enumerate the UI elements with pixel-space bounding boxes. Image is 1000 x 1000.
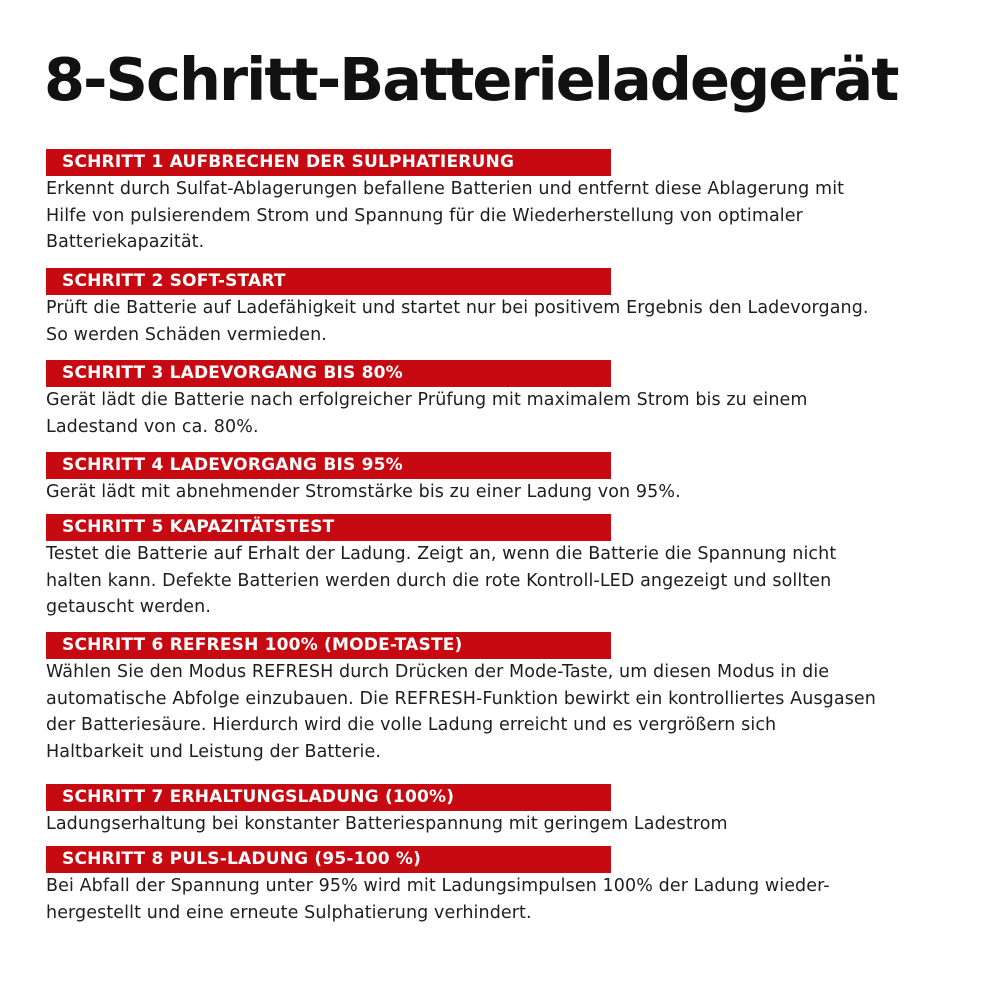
step-6 <box>0 632 1000 765</box>
description-line: Bei Abfall der Spannung unter 95% wird mit Ladungsimpulsen 100% der Ladung wieder- <box>46 876 830 896</box>
description-line: Testet die Batterie auf Erhalt der Ladung. Zeigt an, wenn die Batterie die Spannung nicht <box>46 544 837 564</box>
description-line: Ladestand von ca. 80%. <box>46 416 259 437</box>
step-description <box>46 659 981 765</box>
step-description <box>46 873 981 926</box>
description-line: Prüft die Batterie auf Ladefähigkeit und startet nur bei positivem Ergebnis den Ladevorgang. <box>46 298 869 318</box>
step-description <box>46 295 981 348</box>
description-line: Ladungserhaltung bei konstanter Batteriespannung mit geringem Ladestrom <box>46 814 728 834</box>
step-heading-bar <box>46 784 611 811</box>
description-line: Wählen Sie den Modus REFRESH durch Drücken der Mode-Taste, um diesen Modus in die <box>46 662 830 682</box>
step-7 <box>0 784 1000 838</box>
step-heading: SCHRITT 8 PULS-LADUNG (95-100 %) <box>62 849 422 869</box>
step-heading-bar <box>46 632 611 659</box>
step-3 <box>0 360 1000 440</box>
step-1 <box>0 149 1000 256</box>
description-line: Haltbarkeit und Leistung der Batterie. <box>46 741 381 762</box>
description-line: Batteriekapazität. <box>46 232 205 252</box>
description-line: So werden Schäden vermieden. <box>46 324 327 345</box>
description-line: der Batteriesäure. Hierdurch wird die volle Ladung erreicht und es vergrößern sich <box>46 715 777 735</box>
step-description <box>46 541 981 621</box>
description-line: automatische Abfolge einzubauen. Die REFRESH-Funktion bewirkt ein kontrolliertes Ausgasen <box>46 688 876 709</box>
description-line: halten kann. Defekte Batterien werden durch die rote Kontroll-LED angezeigt und sollten <box>46 570 832 591</box>
description-line: Gerät lädt die Batterie nach erfolgreicher Prüfung mit maximalem Strom bis zu einem <box>46 390 808 410</box>
step-heading-bar <box>46 360 611 387</box>
description-line: getauscht werden. <box>46 597 212 617</box>
step-heading: SCHRITT 1 AUFBRECHEN DER SULPHATIERUNG <box>62 152 515 172</box>
description-line: Gerät lädt mit abnehmender Stromstärke bis zu einer Ladung von 95%. <box>46 482 681 502</box>
step-5 <box>0 514 1000 621</box>
step-heading: SCHRITT 6 REFRESH 100% (MODE-TASTE) <box>62 635 463 655</box>
step-heading-bar <box>46 149 611 176</box>
step-description <box>46 387 981 440</box>
step-heading: SCHRITT 7 ERHALTUNGSLADUNG (100%) <box>62 787 455 807</box>
description-line: Hilfe von pulsierendem Strom und Spannung für die Wiederherstellung von optimaler <box>46 205 803 226</box>
step-description <box>46 176 981 256</box>
step-heading: SCHRITT 4 LADEVORGANG BIS 95% <box>62 455 403 475</box>
description-line: hergestellt und eine erneute Sulphatierung verhindert. <box>46 902 532 923</box>
step-heading-bar <box>46 514 611 541</box>
step-description <box>46 811 981 838</box>
step-8 <box>0 846 1000 926</box>
step-heading-bar <box>46 846 611 873</box>
step-2 <box>0 268 1000 348</box>
step-heading-bar <box>46 268 611 295</box>
step-heading-bar <box>46 452 611 479</box>
step-4 <box>0 452 1000 506</box>
step-description <box>46 479 981 506</box>
step-heading: SCHRITT 3 LADEVORGANG BIS 80% <box>62 363 403 383</box>
step-heading: SCHRITT 2 SOFT-START <box>62 271 286 291</box>
page-title: 8-Schritt-Batterieladegerät <box>44 45 898 114</box>
description-line: Erkennt durch Sulfat-Ablagerungen befallene Batterien und entfernt diese Ablagerung mit <box>46 179 845 199</box>
step-heading: SCHRITT 5 KAPAZITÄTSTEST <box>62 517 335 537</box>
